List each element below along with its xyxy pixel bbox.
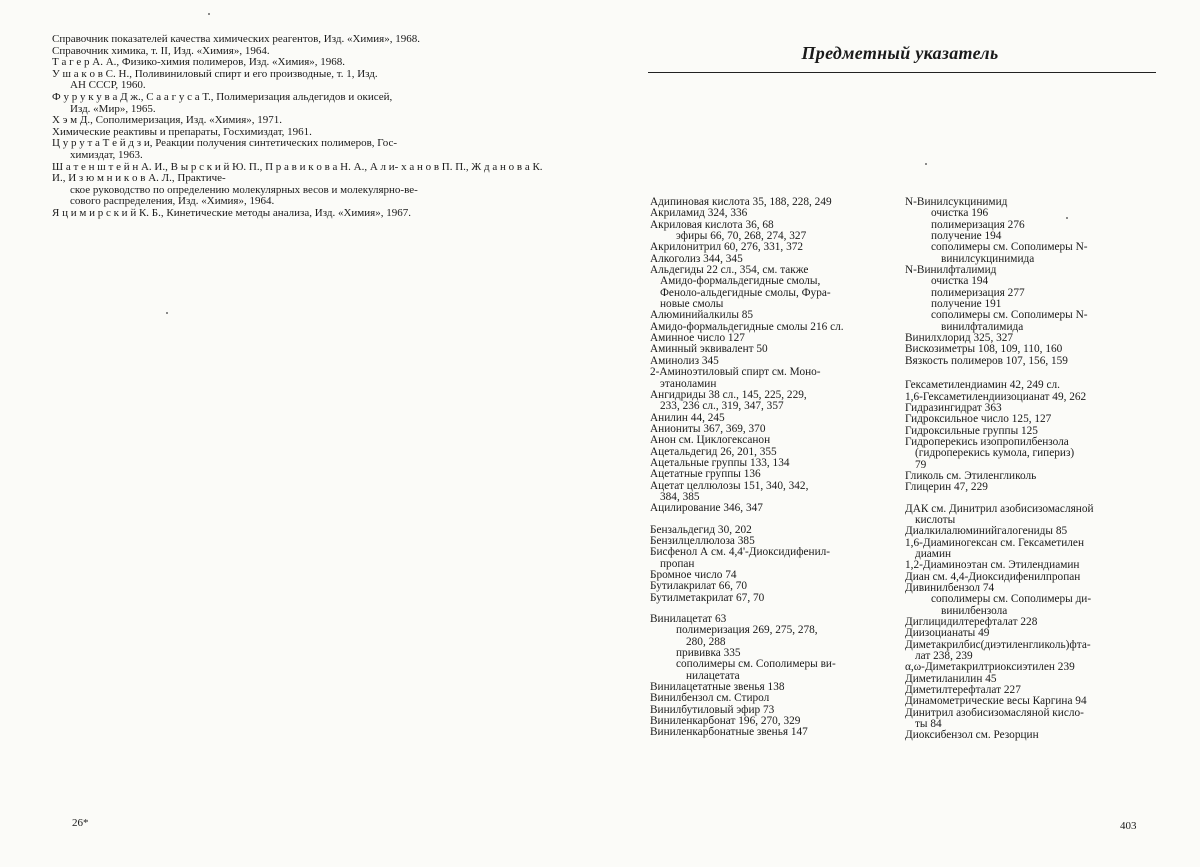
index-subline: прививка 335 <box>676 647 741 660</box>
bib-author: Т а г е р А. А., <box>52 56 122 69</box>
index-entry: Динамометрические весы Каргина 94 <box>905 695 1087 708</box>
index-entry: Диан см. 4,4-Диоксидифенилпропан <box>905 570 1081 583</box>
bib-line: Сополимеризация, Изд. «Химия», 1971. <box>95 114 283 127</box>
index-subline: полимеризация 276 <box>931 218 1025 231</box>
bib-line: Изд. «Мир», 1965. <box>70 102 156 115</box>
index-entry: Гексаметилендиамин 42, 249 сл. <box>905 379 1060 392</box>
index-entry: Винилацетат 63 <box>650 613 727 626</box>
index-entry: Диметакрилбис(диэтиленгликоль)фта- <box>905 638 1091 651</box>
page-title: Предметный указатель <box>801 43 999 63</box>
bib-line: Химические реактивы и препараты, Госхимиздат, 1961. <box>52 125 312 138</box>
index-entry: Динитрил азобисизомасляной кисло- <box>905 706 1084 719</box>
index-subline: сополимеры см. Сополимеры ди- <box>931 593 1092 606</box>
index-subline: 280, 288 <box>686 635 726 648</box>
index-entry: Винилбутиловый эфир 73 <box>650 703 775 716</box>
speck <box>208 13 210 15</box>
bib-author: У ш а к о в С. Н., <box>52 67 135 80</box>
index-subline: сополимеры см. Сополимеры N- <box>931 309 1088 322</box>
index-entry: Вязкость полимеров 107, 156, 159 <box>905 354 1068 367</box>
bib-author: Я ц и м и р с к и й К. Б., <box>52 206 167 219</box>
index-entry: Ацетальдегид 26, 201, 355 <box>650 445 777 458</box>
index-entry: 1,6-Диаминогексан см. Гексаметилен <box>905 536 1084 549</box>
index-subline: Феноло-альдегидные смолы, Фура- <box>660 286 831 299</box>
index-entry: Аниониты 367, 369, 370 <box>650 422 766 435</box>
index-entry: Гидроперекись изопропилбензола <box>905 435 1069 448</box>
index-entry: Ангидриды 38 сл., 145, 225, 229, <box>650 388 807 401</box>
bib-line: АН СССР, 1960. <box>70 79 146 92</box>
bib-author: Ш а т е н ш т е й н А. И., В ы р с к и й Ю. П., П р а в и к о в а Н. А., А л и- <box>52 160 402 173</box>
bibliography-entry <box>52 138 552 161</box>
bib-author: Х э м Д., <box>52 114 96 127</box>
index-entry: Аминный эквивалент 50 <box>650 343 768 356</box>
index-entry: Бензилцеллюлоза 385 <box>650 534 755 547</box>
speck <box>166 312 168 314</box>
index-entry: Диоксибензол см. Резорцин <box>905 729 1039 742</box>
bib-line: химиздат, 1963. <box>70 148 143 161</box>
index-entry: 2-Аминоэтиловый спирт см. Моно- <box>650 366 821 379</box>
index-subline: получение 194 <box>931 230 1002 243</box>
index-entry: Адипиновая кислота 35, 188, 228, 249 <box>650 196 832 208</box>
bibliography-entry <box>52 162 552 208</box>
index-subline: новые смолы <box>660 298 724 311</box>
index-entry: Диметиланилин 45 <box>905 672 997 685</box>
index-entry: Аминолиз 345 <box>650 354 719 367</box>
index-entry: Виниленкарбонат 196, 270, 329 <box>650 715 801 728</box>
page-number: 403 <box>1120 820 1137 832</box>
index-entry: 1,6-Гексаметилендиизоцианат 49, 262 <box>905 390 1087 403</box>
index-entry: Глицерин 47, 229 <box>905 481 988 494</box>
index-column-left <box>650 197 890 739</box>
index-entry: Алюминийалкилы 85 <box>650 309 754 322</box>
index-entry: Вискозиметры 108, 109, 110, 160 <box>905 343 1063 356</box>
index-entry: α,ω-Диметакрилтриоксиэтилен 239 <box>905 661 1075 674</box>
index-entry: Дивинилбензол 74 <box>905 582 995 594</box>
bib-line: Реакции получения синтетических полимеров, Гос- <box>155 137 398 150</box>
index-entry: Ацетатные группы 136 <box>650 468 761 481</box>
index-entry: Бромное число 74 <box>650 569 737 581</box>
index-entry: N-Винилфталимид <box>905 264 997 277</box>
index-entry: Бензальдегид 30, 202 <box>650 523 752 536</box>
index-entry: Бутилметакрилат 67, 70 <box>650 591 765 604</box>
index-subline: нилацетата <box>686 669 740 682</box>
index-entry: Гликоль см. Этиленгликоль <box>905 469 1037 482</box>
bib-author: Ф у р у к у в а Д ж., С а а г у с а Т., <box>52 90 217 103</box>
index-entry: Гидроксильное число 125, 127 <box>905 413 1052 426</box>
title-rule <box>648 72 1156 73</box>
index-entry: Ацетальные группы 133, 134 <box>650 456 790 469</box>
index-subline: кислоты <box>915 513 956 526</box>
index-entry: Винилацетатные звенья 138 <box>650 681 785 694</box>
index-subline: этаноламин <box>660 377 717 390</box>
bib-line: Кинетические методы анализа, Изд. «Химия», 1967. <box>166 206 411 219</box>
index-subline: пропан <box>660 557 695 570</box>
index-entry: Гидроксильные группы 125 <box>905 424 1038 437</box>
index-entry: Алкоголиз 344, 345 <box>650 252 743 265</box>
index-subline: винилсукцинимида <box>941 252 1035 265</box>
index-subline: (гидроперекись кумола, гипериз) <box>915 447 1075 460</box>
bibliography <box>52 34 552 220</box>
bib-line: сового распределения, Изд. «Химия», 1964. <box>70 195 275 208</box>
speck <box>925 163 927 165</box>
bib-line: Справочник химика, т. II, Изд. «Химия», 1964. <box>52 44 270 57</box>
index-subline: винилфталимида <box>941 320 1024 333</box>
index-entry: N-Винилсукцинимид <box>905 196 1008 208</box>
bib-line: Поливиниловый спирт и его производные, т. 1, Изд. <box>134 67 378 80</box>
index-subline: 384, 385 <box>660 490 700 503</box>
index-entry: Ацилирование 346, 347 <box>650 502 763 515</box>
index-entry: Виниленкарбонатные звенья 147 <box>650 726 808 739</box>
right-page <box>600 0 1200 867</box>
bibliography-entry <box>52 92 552 115</box>
index-subline: винилбензола <box>941 604 1008 617</box>
index-subline: получение 191 <box>931 298 1002 311</box>
bib-line: Полимеризация альдегидов и окисей, <box>216 90 393 103</box>
index-entry: Бисфенол А см. 4,4'-Диоксидифенил- <box>650 546 831 559</box>
index-subline: Амидо-формальдегидные смолы, <box>660 275 821 288</box>
index-entry: Акриловая кислота 36, 68 <box>650 218 774 231</box>
index-entry: Винилбензол см. Стирол <box>650 692 770 705</box>
index-entry: Анилин 44, 245 <box>650 411 725 424</box>
index-subline: лат 238, 239 <box>915 650 973 663</box>
index-subline: очистка 196 <box>931 207 989 220</box>
index-entry: Анон см. Циклогексанон <box>650 434 771 447</box>
index-entry: Акрилонитрил 60, 276, 331, 372 <box>650 241 804 254</box>
index-entry: Акриламид 324, 336 <box>650 207 748 220</box>
index-entry: Альдегиды 22 сл., 354, см. также <box>650 264 809 277</box>
index-subline: сополимеры см. Сополимеры N- <box>931 241 1088 254</box>
bibliography-entry <box>52 69 552 92</box>
index-entry: Бутилакрилат 66, 70 <box>650 580 748 593</box>
index-subline: полимеризация 277 <box>931 286 1025 299</box>
bib-line: х а н о в П. П., Ж д а н о в а К. И., И з ю м н и к о в А. Л., Практиче- <box>52 160 543 185</box>
index-subline: ты 84 <box>915 718 942 731</box>
index-subline: 79 <box>915 458 927 471</box>
bibliography-entry <box>52 208 552 220</box>
index-entry: Диалкилалюминийгалогениды 85 <box>905 525 1068 538</box>
bib-line: Справочник показателей качества химических реагентов, Изд. «Химия», 1968. <box>52 33 420 45</box>
index-entry: Гидразингидрат 363 <box>905 401 1002 414</box>
index-subline: эфиры 66, 70, 268, 274, 327 <box>676 230 807 243</box>
index-subline: диамин <box>915 547 952 560</box>
index-column-right <box>905 197 1152 742</box>
index-subline: сополимеры см. Сополимеры ви- <box>676 658 836 671</box>
bib-line: Физико-химия полимеров, Изд. «Химия», 1968. <box>121 56 346 69</box>
index-entry: Винилхлорид 325, 327 <box>905 332 1014 345</box>
index-entry: 1,2-Диаминоэтан см. Этилендиамин <box>905 559 1080 572</box>
index-entry: Амидо-формальдегидные смолы 216 сл. <box>650 320 844 333</box>
index-entry: Диглицидилтерефталат 228 <box>905 616 1038 629</box>
index-entry: Ацетат целлюлозы 151, 340, 342, <box>650 479 809 492</box>
signature-mark: 26* <box>72 817 89 829</box>
index-entry: Диизоцианаты 49 <box>905 627 990 640</box>
bib-author: Ц у р у т а Т е й д з и, <box>52 137 156 150</box>
index-subline: очистка 194 <box>931 275 989 288</box>
index-subline: полимеризация 269, 275, 278, <box>676 624 818 637</box>
index-subline: 233, 236 сл., 319, 347, 357 <box>660 400 784 413</box>
index-entry: Аминное число 127 <box>650 332 745 345</box>
index-entry: Диметилтерефталат 227 <box>905 684 1021 697</box>
bib-line: ское руководство по определению молекулярных весов и молекулярно-ве- <box>70 183 418 196</box>
index-entry: ДАК см. Динитрил азобисизомасляной <box>905 502 1094 515</box>
